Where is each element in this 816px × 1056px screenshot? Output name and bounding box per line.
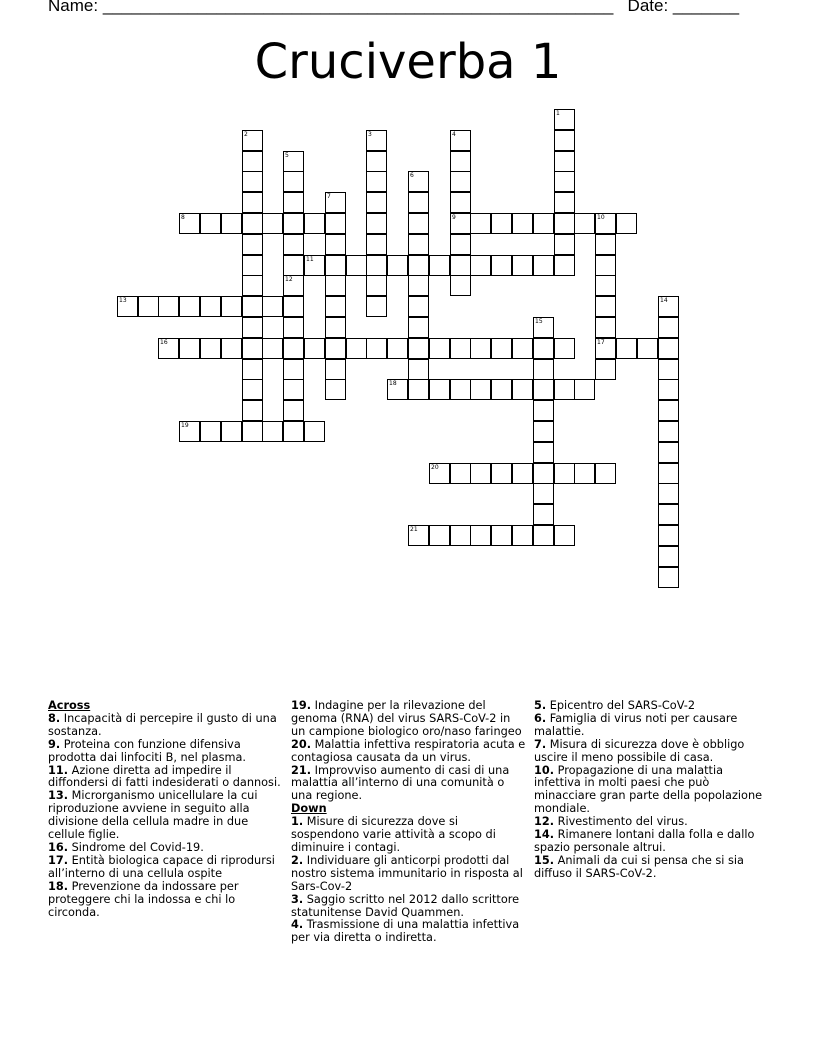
crossword-cell[interactable] — [242, 213, 263, 234]
crossword-cell[interactable] — [595, 255, 616, 276]
clue-number: 2. — [291, 853, 304, 867]
clue-text: Microrganismo unicellulare la cui riproduzione avviene in seguito alla divisione della cellula madre in due cellule figlie. — [48, 789, 258, 842]
crossword-cell[interactable] — [242, 338, 263, 359]
crossword-cell[interactable] — [242, 171, 263, 192]
crossword-cell[interactable] — [242, 379, 263, 400]
clue-number: 7. — [534, 737, 547, 751]
crossword-cell[interactable] — [512, 213, 533, 234]
crossword-cell[interactable] — [283, 296, 304, 317]
crossword-cell[interactable] — [450, 213, 471, 234]
crossword-cell[interactable] — [470, 213, 491, 234]
clue-text: Animali da cui si pensa che si sia diffuso il SARS-CoV-2. — [534, 853, 744, 880]
crossword-cell[interactable] — [512, 338, 533, 359]
down-clue — [291, 894, 527, 920]
crossword-cell[interactable] — [658, 338, 679, 359]
crossword-cell[interactable] — [221, 338, 242, 359]
crossword-cell[interactable] — [408, 317, 429, 338]
clue-number: 16. — [48, 840, 69, 854]
crossword-cell[interactable] — [595, 317, 616, 338]
crossword-cell[interactable] — [408, 234, 429, 255]
crossword-cell[interactable] — [242, 130, 263, 151]
crossword-cell[interactable] — [554, 109, 575, 130]
clue-number: 2 — [244, 131, 248, 138]
crossword-cell[interactable] — [595, 296, 616, 317]
clue-text: Individuare gli anticorpi prodotti dal nostro sistema immunitario in risposta al Sars-Cov-2 — [291, 853, 523, 893]
crossword-cell[interactable] — [450, 234, 471, 255]
clue-number: 11. — [48, 763, 69, 777]
crossword-cell[interactable] — [283, 213, 304, 234]
crossword-cell[interactable] — [450, 275, 471, 296]
clue-text: Prevenzione da indossare per proteggere chi la indossa e chi lo circonda. — [48, 879, 239, 919]
crossword-cell[interactable] — [595, 338, 616, 359]
clue-number: 9. — [48, 737, 61, 751]
crossword-cell[interactable] — [366, 234, 387, 255]
down-clue — [534, 855, 770, 881]
crossword-cell[interactable] — [200, 213, 221, 234]
crossword-cell[interactable] — [450, 338, 471, 359]
crossword-cell[interactable] — [658, 296, 679, 317]
down-clue — [534, 713, 770, 739]
crossword-cell[interactable] — [429, 379, 450, 400]
crossword-cell[interactable] — [450, 379, 471, 400]
crossword-cell[interactable] — [450, 463, 471, 484]
clue-number: 21 — [410, 526, 418, 533]
crossword-cell[interactable] — [658, 379, 679, 400]
clue-number: 21. — [291, 763, 312, 777]
date-line[interactable]: _______ — [672, 0, 740, 15]
clue-text: Sindrome del Covid-19. — [68, 840, 204, 854]
crossword-cell[interactable] — [242, 296, 263, 317]
clue-number: 17. — [48, 853, 69, 867]
crossword-cell[interactable] — [283, 379, 304, 400]
across-clue — [48, 881, 284, 920]
crossword-cell[interactable] — [117, 296, 138, 317]
crossword-cell[interactable] — [242, 255, 263, 276]
crossword-cell[interactable] — [533, 213, 554, 234]
crossword-cell[interactable] — [554, 171, 575, 192]
down-heading: Down — [291, 802, 327, 816]
crossword-cell[interactable] — [450, 255, 471, 276]
crossword-cell[interactable] — [262, 213, 283, 234]
crossword-cell[interactable] — [408, 379, 429, 400]
crossword-cell[interactable] — [595, 359, 616, 380]
crossword-cell[interactable] — [408, 213, 429, 234]
crossword-cell[interactable] — [533, 255, 554, 276]
crossword-cell[interactable] — [574, 213, 595, 234]
crossword-cell[interactable] — [325, 192, 346, 213]
clue-number: 3. — [291, 892, 304, 906]
crossword-cell[interactable] — [283, 317, 304, 338]
crossword-cell[interactable] — [325, 213, 346, 234]
crossword-cell[interactable] — [533, 483, 554, 504]
crossword-cell[interactable] — [387, 255, 408, 276]
clue-text: Propagazione di una malattia infettiva in molti paesi che può minacciare gran parte della popolazione mondiale. — [534, 763, 763, 816]
crossword-cell[interactable] — [179, 338, 200, 359]
clues-column-3 — [534, 700, 770, 881]
down-clue — [291, 816, 527, 855]
crossword-cell[interactable] — [554, 192, 575, 213]
crossword-cell[interactable] — [366, 296, 387, 317]
across-clue — [291, 700, 527, 739]
crossword-cell[interactable] — [325, 338, 346, 359]
crossword-cell[interactable] — [533, 504, 554, 525]
crossword-cell[interactable] — [450, 171, 471, 192]
crossword-cell[interactable] — [491, 463, 512, 484]
crossword-cell[interactable] — [450, 192, 471, 213]
crossword-cell[interactable] — [242, 400, 263, 421]
crossword-cell[interactable] — [491, 338, 512, 359]
clue-text: Famiglia di virus noti per causare malattie. — [534, 711, 738, 738]
crossword-cell[interactable] — [242, 234, 263, 255]
crossword-cell[interactable] — [658, 567, 679, 588]
clue-text: Rivestimento del virus. — [554, 815, 688, 829]
crossword-cell[interactable] — [366, 151, 387, 172]
crossword-cell[interactable] — [574, 463, 595, 484]
crossword-cell[interactable] — [242, 192, 263, 213]
crossword-cell[interactable] — [242, 359, 263, 380]
crossword-cell[interactable] — [283, 192, 304, 213]
crossword-cell[interactable] — [158, 338, 179, 359]
crossword-cell[interactable] — [408, 296, 429, 317]
clue-number: 15 — [535, 318, 543, 325]
crossword-cell[interactable] — [470, 525, 491, 546]
crossword-cell[interactable] — [387, 338, 408, 359]
crossword-cell[interactable] — [366, 275, 387, 296]
crossword-cell[interactable] — [658, 525, 679, 546]
clue-number: 17 — [597, 339, 605, 346]
crossword-cell[interactable] — [325, 359, 346, 380]
crossword-cell[interactable] — [533, 400, 554, 421]
crossword-cell[interactable] — [554, 213, 575, 234]
across-clue — [291, 765, 527, 804]
down-clue — [291, 919, 527, 945]
crossword-cell[interactable] — [533, 359, 554, 380]
crossword-cell[interactable] — [221, 213, 242, 234]
clue-number: 18 — [389, 380, 397, 387]
crossword-cell[interactable] — [595, 463, 616, 484]
clue-number: 18. — [48, 879, 69, 893]
clue-text: Saggio scritto nel 2012 dallo scrittore statunitense David Quammen. — [291, 892, 520, 919]
crossword-cell[interactable] — [242, 421, 263, 442]
down-clue — [534, 739, 770, 765]
crossword-cell[interactable] — [283, 421, 304, 442]
crossword-cell[interactable] — [200, 296, 221, 317]
crossword-cell[interactable] — [574, 379, 595, 400]
clue-number: 20. — [291, 737, 312, 751]
clue-text: Rimanere lontani dalla folla e dallo spazio personale altrui. — [534, 828, 755, 854]
across-clue — [48, 765, 284, 791]
crossword-cell[interactable] — [366, 213, 387, 234]
crossword-cell[interactable] — [429, 338, 450, 359]
crossword-cell[interactable] — [408, 192, 429, 213]
crossword-cell[interactable] — [658, 421, 679, 442]
across-clue — [48, 855, 284, 881]
clue-number: 5 — [285, 152, 289, 159]
crossword-cell[interactable] — [158, 296, 179, 317]
crossword-cell[interactable] — [366, 338, 387, 359]
crossword-cell[interactable] — [221, 421, 242, 442]
crossword-cell[interactable] — [450, 525, 471, 546]
crossword-cell[interactable] — [658, 359, 679, 380]
crossword-cell[interactable] — [595, 234, 616, 255]
crossword-cell[interactable] — [325, 234, 346, 255]
crossword-cell[interactable] — [408, 338, 429, 359]
crossword-cell[interactable] — [658, 463, 679, 484]
clue-number: 14 — [660, 297, 668, 304]
crossword-cell[interactable] — [366, 130, 387, 151]
clue-number: 6. — [534, 711, 547, 725]
clue-number: 20 — [431, 464, 439, 471]
crossword-cell[interactable] — [346, 255, 367, 276]
clue-text: Proteina con funzione difensiva prodotta dai linfociti B, nel plasma. — [48, 737, 246, 764]
clue-number: 9 — [452, 214, 456, 221]
crossword-cell[interactable] — [554, 130, 575, 151]
crossword-cell[interactable] — [138, 296, 159, 317]
crossword-cell[interactable] — [429, 525, 450, 546]
crossword-cell[interactable] — [450, 130, 471, 151]
crossword-cell[interactable] — [283, 255, 304, 276]
clue-number: 13 — [119, 297, 127, 304]
clue-number: 1. — [291, 815, 304, 829]
clue-number: 15. — [534, 853, 555, 867]
crossword-cell[interactable] — [179, 421, 200, 442]
clue-text: Improvviso aumento di casi di una malattia all’interno di una comunità o una regione. — [291, 763, 510, 803]
down-clue — [291, 855, 527, 894]
crossword-cell[interactable] — [262, 296, 283, 317]
crossword-cell[interactable] — [658, 504, 679, 525]
crossword-cell[interactable] — [304, 255, 325, 276]
crossword-cell[interactable] — [325, 255, 346, 276]
crossword-cell[interactable] — [408, 275, 429, 296]
crossword-cell[interactable] — [325, 275, 346, 296]
crossword-cell[interactable] — [304, 338, 325, 359]
down-clue — [534, 829, 770, 855]
crossword-cell[interactable] — [658, 483, 679, 504]
clue-number: 16 — [160, 339, 168, 346]
crossword-cell[interactable] — [512, 255, 533, 276]
crossword-cell[interactable] — [283, 275, 304, 296]
page-title: Cruciverba 1 — [254, 34, 562, 90]
across-clue — [48, 790, 284, 842]
clues-column-2 — [291, 700, 527, 945]
crossword-cell[interactable] — [554, 151, 575, 172]
crossword-cell[interactable] — [470, 338, 491, 359]
crossword-cell[interactable] — [179, 213, 200, 234]
crossword-cell[interactable] — [429, 463, 450, 484]
crossword-cell[interactable] — [491, 525, 512, 546]
clue-text: Azione diretta ad impedire il diffondersi di fatti indesiderati o dannosi. — [48, 763, 281, 790]
crossword-cell[interactable] — [533, 463, 554, 484]
crossword-cell[interactable] — [533, 379, 554, 400]
crossword-cell[interactable] — [242, 317, 263, 338]
crossword-cell[interactable] — [200, 421, 221, 442]
clue-number: 5. — [534, 699, 547, 712]
crossword-cell[interactable] — [658, 400, 679, 421]
across-clue — [48, 739, 284, 765]
clue-number: 12. — [534, 815, 555, 829]
crossword-cell[interactable] — [658, 442, 679, 463]
clue-number: 6 — [410, 172, 414, 179]
clue-number: 12 — [285, 276, 293, 283]
date-label: Date: — [627, 0, 669, 15]
clue-number: 4 — [452, 131, 456, 138]
crossword-cell[interactable] — [366, 255, 387, 276]
crossword-cell[interactable] — [533, 338, 554, 359]
crossword-cell[interactable] — [616, 213, 637, 234]
crossword-cell[interactable] — [408, 255, 429, 276]
crossword-cell[interactable] — [221, 296, 242, 317]
clue-number: 10 — [597, 214, 605, 221]
crossword-cell[interactable] — [429, 255, 450, 276]
clue-number: 19 — [181, 422, 189, 429]
clue-text: Misure di sicurezza dove si sospendono varie attività a scopo di diminuire i contagi. — [291, 815, 496, 854]
crossword-cell[interactable] — [304, 421, 325, 442]
crossword-cell[interactable] — [533, 525, 554, 546]
clue-number: 11 — [306, 256, 314, 263]
crossword-cell[interactable] — [554, 379, 575, 400]
crossword-cell[interactable] — [554, 255, 575, 276]
clue-number: 14. — [534, 828, 555, 842]
crossword-cell[interactable] — [450, 151, 471, 172]
crossword-cell[interactable] — [491, 213, 512, 234]
crossword-cell[interactable] — [283, 234, 304, 255]
crossword-cell[interactable] — [408, 359, 429, 380]
crossword-cell[interactable] — [304, 213, 325, 234]
crossword-cell[interactable] — [470, 463, 491, 484]
crossword-cell[interactable] — [262, 421, 283, 442]
crossword-cell[interactable] — [512, 525, 533, 546]
crossword-cell[interactable] — [366, 192, 387, 213]
crossword-cell[interactable] — [491, 255, 512, 276]
crossword-cell[interactable] — [325, 317, 346, 338]
crossword-cell[interactable] — [470, 255, 491, 276]
crossword-cell[interactable] — [262, 338, 283, 359]
crossword-cell[interactable] — [242, 151, 263, 172]
crossword-cell[interactable] — [533, 442, 554, 463]
across-clue — [48, 713, 284, 739]
crossword-cell[interactable] — [554, 525, 575, 546]
clue-number: 8 — [181, 214, 185, 221]
crossword-cell[interactable] — [346, 338, 367, 359]
crossword-cell[interactable] — [658, 317, 679, 338]
crossword-cell[interactable] — [554, 234, 575, 255]
crossword-cell[interactable] — [408, 171, 429, 192]
clue-text: Malattia infettiva respiratoria acuta e contagiosa causata da un virus. — [291, 737, 526, 764]
clue-text: Misura di sicurezza dove è obbligo uscire il meno possibile di casa. — [534, 737, 745, 764]
clue-number: 7 — [327, 193, 331, 200]
crossword-cell[interactable] — [200, 338, 221, 359]
crossword-cell[interactable] — [387, 379, 408, 400]
crossword-cell[interactable] — [512, 379, 533, 400]
crossword-cell[interactable] — [283, 400, 304, 421]
crossword-cell[interactable] — [554, 463, 575, 484]
clue-number: 19. — [291, 699, 312, 712]
crossword-cell[interactable] — [512, 463, 533, 484]
crossword-cell[interactable] — [616, 338, 637, 359]
crossword-cell[interactable] — [283, 359, 304, 380]
crossword-cell[interactable] — [283, 151, 304, 172]
clue-text: Epicentro del SARS-CoV-2 — [546, 699, 696, 712]
clue-text: Trasmissione di una malattia infettiva per via diretta o indiretta. — [291, 918, 520, 945]
crossword-cell[interactable] — [533, 421, 554, 442]
clue-number: 10. — [534, 763, 555, 777]
crossword-cell[interactable] — [595, 275, 616, 296]
crossword-cell[interactable] — [491, 379, 512, 400]
crossword-cell[interactable] — [408, 525, 429, 546]
clue-text: Indagine per la rilevazione del genoma (RNA) del virus SARS-CoV-2 in un campione biologico oro/naso faringeo — [291, 699, 522, 738]
clues-column-1 — [48, 700, 284, 919]
name-line[interactable]: ______________________________________________________ — [102, 0, 614, 15]
across-clue — [291, 739, 527, 765]
crossword-cell[interactable] — [283, 338, 304, 359]
clue-number: 8. — [48, 711, 61, 725]
clue-text: Incapacità di percepire il gusto di una sostanza. — [48, 711, 277, 738]
clue-number: 13. — [48, 789, 69, 803]
crossword-cell[interactable] — [325, 379, 346, 400]
clue-number: 1 — [556, 110, 560, 117]
crossword-cell[interactable] — [325, 296, 346, 317]
crossword-cell[interactable] — [533, 317, 554, 338]
crossword-cell[interactable] — [658, 546, 679, 567]
crossword-cell[interactable] — [470, 379, 491, 400]
clue-number: 3 — [368, 131, 372, 138]
clue-number: 4. — [291, 918, 304, 932]
clue-text: Entità biologica capace di riprodursi all’interno di una cellula ospite — [48, 853, 275, 880]
crossword-cell[interactable] — [595, 213, 616, 234]
crossword-cell[interactable] — [283, 171, 304, 192]
crossword-cell[interactable] — [366, 171, 387, 192]
crossword-cell[interactable] — [554, 338, 575, 359]
name-label: Name: — [48, 0, 99, 15]
across-heading: Across — [48, 699, 91, 712]
crossword-cell[interactable] — [242, 275, 263, 296]
crossword-cell[interactable] — [179, 296, 200, 317]
crossword-cell[interactable] — [637, 338, 658, 359]
down-clue — [534, 765, 770, 817]
